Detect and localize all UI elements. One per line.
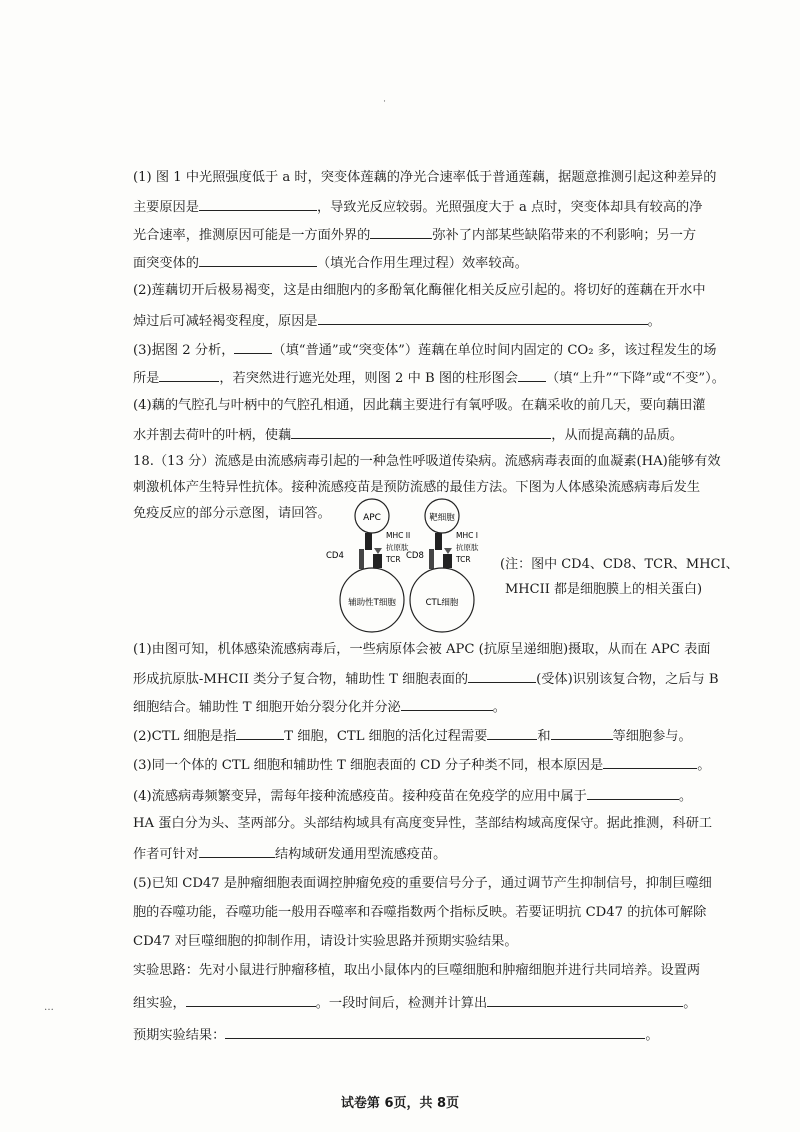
scan-speck: ˙ — [382, 100, 387, 111]
answer-blank[interactable] — [236, 725, 284, 740]
cd4-label: CD4 — [326, 551, 344, 561]
answer-blank[interactable] — [468, 668, 536, 683]
mhc-ii-label: MHC II — [386, 531, 411, 540]
mhc-i-label: MHC I — [456, 531, 478, 540]
scan-speck: ‥. — [44, 1002, 54, 1013]
antigen-peptide — [444, 548, 452, 554]
figure-note-line1: (注：图中 CD4、CD8、TCR、MHCI、 — [500, 557, 739, 572]
q18-intro-line2: 刺激机体产生特异性抗体。接种流感疫苗是预防流感的最佳方法。下图为人体感染流感病毒后发生 — [133, 480, 701, 495]
antigen-label-left: 抗原肽 — [386, 543, 409, 552]
q18-2-line: (2)CTL 细胞是指 T 细胞，CTL 细胞的活化过程需要 和 等细胞参与。 — [133, 725, 693, 747]
answer-blank[interactable] — [199, 196, 317, 211]
q17-3-line2: 所是 ，若突然进行遮光处理，则图 2 中 B 图的柱形图会 （填“上升”“下降”或“不变”）。 — [133, 367, 693, 389]
q17-1-line3: 光合速率，推测原因可能是一方面外界的 弥补了内部某些缺陷带来的不利影响；另一方 — [133, 224, 693, 246]
apc-label: APC — [363, 513, 381, 523]
q18-4-line3: 作者可针对 结构域研发通用型流感疫苗。 — [133, 843, 693, 865]
answer-blank[interactable] — [603, 754, 697, 769]
q17-4-line1: (4)藕的气腔孔与叶柄中的气腔孔相通，因此藕主要进行有氧呼吸。在藕采收的前几天，要向藕田灌 — [133, 398, 706, 413]
q18-5-line3: CD47 对巨噬细胞的抑制作用，请设计实验思路并预期实验结果。 — [133, 934, 518, 949]
figure-note-line2: MHCII 都是细胞膜上的相关蛋白) — [505, 582, 703, 597]
q18-1-line2: 形成抗原肽-MHCII 类分子复合物，辅助性 T 细胞表面的 (受体)识别该复合物，之后与 B — [133, 668, 693, 690]
immune-response-figure — [312, 494, 512, 634]
q17-1-line2: 主要原因是 ，导致光反应较弱。光照强度大于 a 点时，突变体却具有较高的净 — [133, 196, 693, 218]
cd4-molecule — [359, 549, 364, 569]
answer-blank[interactable] — [401, 696, 493, 711]
q18-5-line1: (5)已知 CD47 是肿瘤细胞表面调控肿瘤免疫的重要信号分子，通过调节产生抑制信号，抑制巨噬细 — [133, 876, 712, 891]
q18-3-line: (3)同一个体的 CTL 细胞和辅助性 T 细胞表面的 CD 分子种类不同，根本原因是 。 — [133, 754, 693, 776]
answer-blank[interactable] — [370, 224, 432, 239]
answer-blank[interactable] — [225, 1024, 645, 1039]
q18-5-line4: 实验思路：先对小鼠进行肿瘤移植，取出小鼠体内的巨噬细胞和肿瘤细胞并进行共同培养。设置两 — [133, 963, 701, 978]
answer-blank[interactable] — [551, 725, 613, 740]
answer-blank[interactable] — [186, 992, 316, 1007]
answer-blank[interactable] — [199, 843, 275, 858]
antigen-peptide — [374, 548, 382, 554]
tcr-receptor — [373, 554, 382, 568]
ctl-cell-label: CTL细胞 — [425, 598, 459, 608]
tcr-receptor — [443, 554, 452, 568]
q18-5-line5: 组实验， 。一段时间后，检测并计算出 。 — [133, 992, 693, 1014]
mhc-i-receptor — [435, 533, 442, 550]
q18-5-line2: 胞的吞噬功能，吞噬功能一般用吞噬率和吞噬指数两个指标反映。若要证明抗 CD47 的抗体可解除 — [133, 905, 707, 920]
q17-3-line1: (3)据图 2 分析， （填“普通”或“突变体”）莲藕在单位时间内固定的 CO₂ 多，该过程发生的场 — [133, 339, 693, 361]
tcr-label-left: TCR — [386, 555, 401, 564]
answer-blank[interactable] — [291, 424, 551, 439]
q17-4-line2: 水并割去荷叶的叶柄，使藕 ，从而提高藕的品质。 — [133, 424, 693, 446]
q18-5-line6: 预期实验结果： 。 — [133, 1024, 693, 1046]
answer-blank[interactable] — [518, 367, 546, 382]
answer-blank[interactable] — [159, 367, 219, 382]
mhc-ii-receptor — [365, 533, 372, 550]
q17-2-line1: (2)莲藕切开后极易褐变，这是由细胞内的多酚氧化酶催化相关反应引起的。将切好的莲藕在开水中 — [133, 283, 706, 298]
q17-1-line4: 面突变体的 （填光合作用生理过程）效率较高。 — [133, 252, 693, 274]
helper-t-cell-label: 辅助性T细胞 — [348, 598, 396, 608]
answer-blank[interactable] — [487, 725, 537, 740]
answer-blank[interactable] — [199, 252, 317, 267]
q17-1-line1: (1) 图 1 中光照强度低于 a 时，突变体莲藕的净光合速率低于普通莲藕，据题意推测引起这种差异的 — [133, 170, 717, 185]
q18-1-line3: 细胞结合。辅助性 T 细胞开始分裂分化并分泌 。 — [133, 696, 693, 718]
answer-blank[interactable] — [318, 310, 648, 325]
q18-intro-line3: 免疫反应的部分示意图，请回答。 — [133, 506, 331, 521]
target-cell-label: 靶细胞 — [429, 513, 455, 523]
q18-4-line1: (4)流感病毒频繁变异，需每年接种流感疫苗。接种疫苗在免疫学的应用中属于 。 — [133, 785, 693, 807]
tcr-label-right: TCR — [456, 555, 471, 564]
q18-4-line2: HA 蛋白分为头、茎两部分。头部结构域具有高度变异性，茎部结构域高度保守。据此推测，科研工 — [133, 816, 713, 831]
answer-blank[interactable] — [487, 992, 683, 1007]
q18-1-line1: (1)由图可知，机体感染流感病毒后，一些病原体会被 APC (抗原呈递细胞)摄取，从而在 APC 表面 — [133, 642, 711, 657]
answer-blank[interactable] — [587, 785, 679, 800]
answer-blank[interactable] — [234, 339, 272, 354]
cd8-molecule — [429, 549, 434, 569]
antigen-label-right: 抗原肽 — [456, 543, 479, 552]
page-footer: 试卷第 6页，共 8页 — [340, 1096, 460, 1111]
q17-2-line2: 焯过后可减轻褐变程度，原因是 。 — [133, 310, 693, 332]
q18-intro-line1: 18.（13 分）流感是由流感病毒引起的一种急性呼吸道传染病。流感病毒表面的血凝素(HA)能够有效 — [133, 454, 721, 469]
cd8-label: CD8 — [406, 551, 424, 561]
